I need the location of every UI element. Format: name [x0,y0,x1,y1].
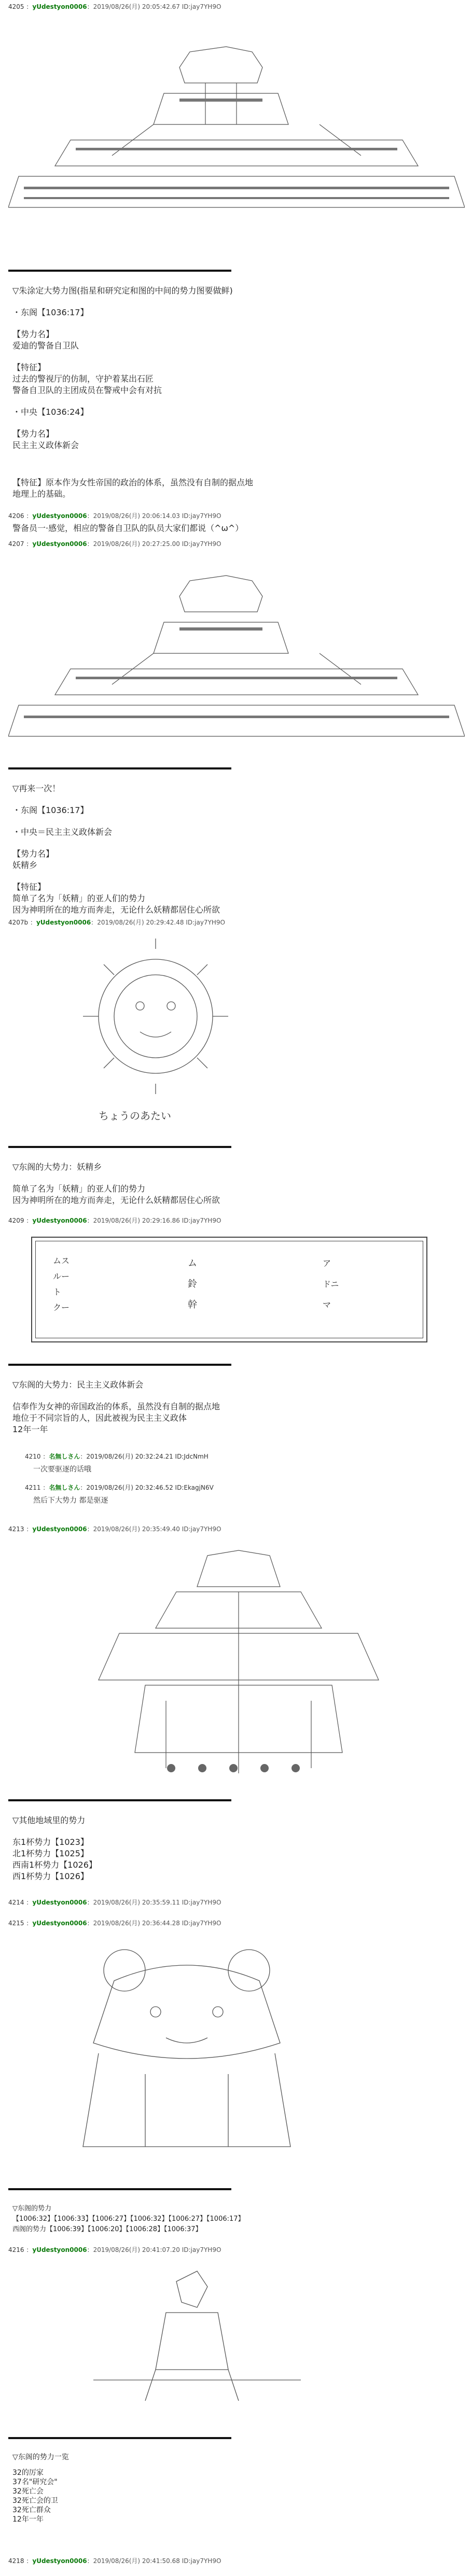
text-line: 【特征】原本作为女性帝国的政治的体系，虽然没有自制的据点地 [12,478,254,487]
post-body-text-6 [12,1379,220,1435]
frame-right-text [323,1253,339,1315]
text-line: 东1杯势力【1023】 [12,1837,89,1847]
post-body-text-1 [12,285,233,451]
text-line: 12年一年 [12,1424,48,1434]
bear-ascii-art [41,1939,332,2167]
figure-art-svg [41,2266,353,2421]
text-line: 警备员一·感觉，相应的警备自卫队的队员大家们都说（^ω^） [12,523,244,533]
text-line: 【势力名】 [12,429,54,439]
post-timestamp: 2019/08/26(月) 20:29:42.48 ID:jay7YH9O [97,919,226,926]
text-line: 【势力名】 [12,849,54,859]
post-timestamp: 2019/08/26(月) 20:35:49.40 ID:jay7YH9O [93,1525,221,1533]
frame-left-text [53,1253,70,1315]
post-body-text-8 [12,2204,245,2235]
reply-number: 4211 [25,1484,41,1491]
text-line: ▽再来一次！ [12,783,61,793]
post-number: 4213 [8,1525,24,1533]
character-art-svg [41,1545,436,1784]
aa-line: クー [53,1303,70,1312]
text-line: 37名"研究会" [12,2478,58,2486]
section-divider [8,1799,231,1801]
text-line: ・东阁【1036:17】 [12,307,89,317]
text-line: ・中央【1036:24】 [12,407,89,417]
post-number: 4205 [8,3,24,10]
reply-post: 4210 ：名無しさん：2019/08/26(月) 20:32:24.21 ID:JdcNmH 一次要驱逐的话哦 [25,1453,209,1474]
post-number: 4207b [8,919,29,926]
reply-name[interactable]: 名無しさん [49,1453,80,1460]
post-number: 4218 [8,2557,24,2565]
text-line: 地位于不同宗旨的人，因此被视为民主主义政体 [12,1413,187,1423]
sun-ascii-art [21,939,384,1136]
reply-timestamp: 2019/08/26(月) 20:32:46.52 ID:EkagjN6V [86,1484,214,1491]
frame-inner [35,1241,423,1338]
section-divider [8,1146,231,1148]
text-line: 过去的警视厅的仿制，守护着某出石匠 [12,374,154,384]
text-line: 妖精乡 [12,860,38,870]
post-body-text-4 [12,783,220,916]
post-body-text-5 [12,1161,220,1206]
text-line: 32死亡群众 [12,2506,51,2514]
aa-line: 幹 [188,1299,197,1310]
reply-name[interactable]: 名無しさん [49,1484,80,1491]
poster-name[interactable]: yUdestyon0006 [32,540,87,548]
post-timestamp: 2019/08/26(月) 20:35:59.11 ID:jay7YH9O [93,1899,221,1906]
poster-name[interactable]: yUdestyon0006 [32,1525,87,1533]
post-header: 4215 ：yUdestyon0006：2019/08/26(月) 20:36:44.28 ID:jay7YH9O [8,1920,221,1927]
text-line: ▽东阁的大势力：民主主义政体新会 [12,1380,144,1390]
text-line: 简单了名为「妖精」的亚人们的势力 [12,1184,146,1194]
text-line: ・中央＝民主主义政体新会 [12,827,113,837]
aa-line: ルー [53,1271,70,1281]
text-line: ▽朱涂定大势力图(指星和研究定和图的中间的势力图要做鲜) [12,286,233,296]
section-divider [8,2188,231,2190]
text-line: 西南1杯势力【1026】 [12,1860,97,1870]
post-header: 4206 ：yUdestyon0006：2019/08/26(月) 20:06:14.03 ID:jay7YH9O [8,512,221,520]
post-header: 4209 ：yUdestyon0006：2019/08/26(月) 20:29:16.86 ID:jay7YH9O [8,1217,221,1224]
post-timestamp: 2019/08/26(月) 20:41:07.20 ID:jay7YH9O [93,2246,221,2253]
text-line: 爱迪的警备自卫队 [12,341,79,351]
aa-line: ム [188,1258,197,1269]
post-number: 4214 [8,1899,24,1906]
text-line: ▽东阁的势力 [12,2205,51,2213]
text-line: 简单了名为「妖精」的亚人们的势力 [12,893,146,903]
post-timestamp: 2019/08/26(月) 20:41:50.68 ID:jay7YH9O [93,2557,221,2565]
text-line: 32死亡会 [12,2487,44,2496]
post-body-text-2 [12,477,253,500]
text-line: 地理上的基础。 [12,489,71,499]
figure-ascii-art [41,2266,353,2421]
text-line: 【势力名】 [12,329,54,339]
text-line: ▽东阁的势力一览 [12,2453,69,2461]
framed-ascii-art [31,1237,427,1342]
post-body-text-3 [12,523,243,534]
post-number: 4215 [8,1920,24,1927]
text-line: ▽其他地域里的势力 [12,1815,86,1825]
aa-line: ムス [53,1256,70,1266]
poster-name[interactable]: yUdestyon0006 [32,3,87,10]
aa-line: ト [53,1287,62,1297]
post-header: 4216 ：yUdestyon0006：2019/08/26(月) 20:41:07.20 ID:jay7YH9O [8,2246,221,2253]
text-line: 32死亡会的卫 [12,2497,58,2505]
aa-line: マ [323,1300,331,1310]
post-timestamp: 2019/08/26(月) 20:06:14.03 ID:jay7YH9O [93,512,221,520]
text-line: 西1杯势力【1026】 [12,1871,89,1881]
post-number: 4216 [8,2246,24,2253]
sun-art-svg [21,939,384,1136]
post-header: 4218 ：yUdestyon0006：2019/08/26(月) 20:41:50.68 ID:jay7YH9O [8,2557,221,2565]
text-line: 【1006:32】【1006:33】【1006:27】【1006:32】【1006:27】【1006:17】 [12,2215,245,2223]
aa-line: ア [323,1258,331,1268]
aa-line: 鈴 [188,1279,197,1290]
frame-mid-text [188,1253,197,1315]
post-header: 4207 ：yUdestyon0006：2019/08/26(月) 20:27:25.00 ID:jay7YH9O [8,540,221,548]
text-line: 西阁的势力【1006:39】【1006:20】【1006:28】【1006:37】 [12,2225,202,2233]
sun-caption: ちょうのあたい [99,1110,171,1122]
text-line: ▽东阁的大势力：妖精乡 [12,1162,102,1172]
bear-art-svg [41,1939,332,2167]
poster-name[interactable]: yUdestyon0006 [32,2557,87,2565]
text-line: 信奉作为女神的帝国政治的体系，虽然没有自制的据点地 [12,1402,220,1411]
castle-ascii-art [8,555,465,752]
section-divider [8,270,231,272]
post-body-text-9 [12,2453,69,2524]
post-number: 4209 [8,1217,24,1224]
post-timestamp: 2019/08/26(月) 20:05:42.67 ID:jay7YH9O [93,3,221,10]
reply-body: 一次要驱逐的话哦 [33,1465,91,1474]
poster-name[interactable]: yUdestyon0006 [32,512,87,520]
castle-art-svg [8,21,465,228]
character-ascii-art [41,1545,436,1784]
text-line: 北1杯势力【1025】 [12,1849,89,1858]
text-line: 因为神明所在的地方而奔走，无论什么妖精都居住心所欲 [12,905,220,915]
reply-timestamp: 2019/08/26(月) 20:32:24.21 ID:JdcNmH [86,1453,209,1460]
poster-name[interactable]: yUdestyon0006 [32,1920,87,1927]
text-line: 12年一年 [12,2515,44,2524]
section-divider [8,1364,231,1366]
post-timestamp: 2019/08/26(月) 20:29:16.86 ID:jay7YH9O [93,1217,221,1224]
reply-post: 4211 ：名無しさん：2019/08/26(月) 20:32:46.52 ID:EkagjN6V 然后下大势力 都是驱逐 [25,1484,214,1505]
post-number: 4206 [8,512,24,520]
post-body-text-7 [12,1815,97,1882]
poster-name[interactable]: yUdestyon0006 [32,1217,87,1224]
post-number: 4207 [8,540,24,548]
text-line: ・东阁【1036:17】 [12,805,89,815]
section-divider [8,2437,231,2439]
post-header: 4213 ：yUdestyon0006：2019/08/26(月) 20:35:49.40 ID:jay7YH9O [8,1525,221,1533]
poster-name[interactable]: yUdestyon0006 [32,2246,87,2253]
castle-ascii-art [8,21,465,228]
text-line: 警备自卫队的主团成员在警戒中会有对抗 [12,385,162,395]
text-line: 民主主义政体新会 [12,440,79,450]
post-timestamp: 2019/08/26(月) 20:27:25.00 ID:jay7YH9O [93,540,221,548]
post-header: 4205 ：yUdestyon0006：2019/08/26(月) 20:05:42.67 ID:jay7YH9O [8,3,221,10]
post-header: 4214 ：yUdestyon0006：2019/08/26(月) 20:35:59.11 ID:jay7YH9O [8,1899,221,1906]
post-timestamp: 2019/08/26(月) 20:36:44.28 ID:jay7YH9O [93,1920,221,1927]
poster-name[interactable]: yUdestyon0006 [32,1899,87,1906]
section-divider [8,767,231,769]
reply-number: 4210 [25,1453,41,1460]
castle-art-svg [8,555,465,752]
poster-name[interactable]: yUdestyon0006 [36,919,91,926]
reply-body: 然后下大势力 都是驱逐 [33,1496,108,1505]
text-line: 因为神明所在的地方而奔走，无论什么妖精都居住心所欲 [12,1195,220,1205]
aa-line: ドニ [323,1279,339,1289]
post-header: 4207b ：yUdestyon0006：2019/08/26(月) 20:29:42.48 ID:jay7YH9O [8,919,226,926]
text-line: 【特征】 [12,362,46,372]
text-line: 32的厉家 [12,2469,44,2477]
text-line: 【特征】 [12,882,46,892]
